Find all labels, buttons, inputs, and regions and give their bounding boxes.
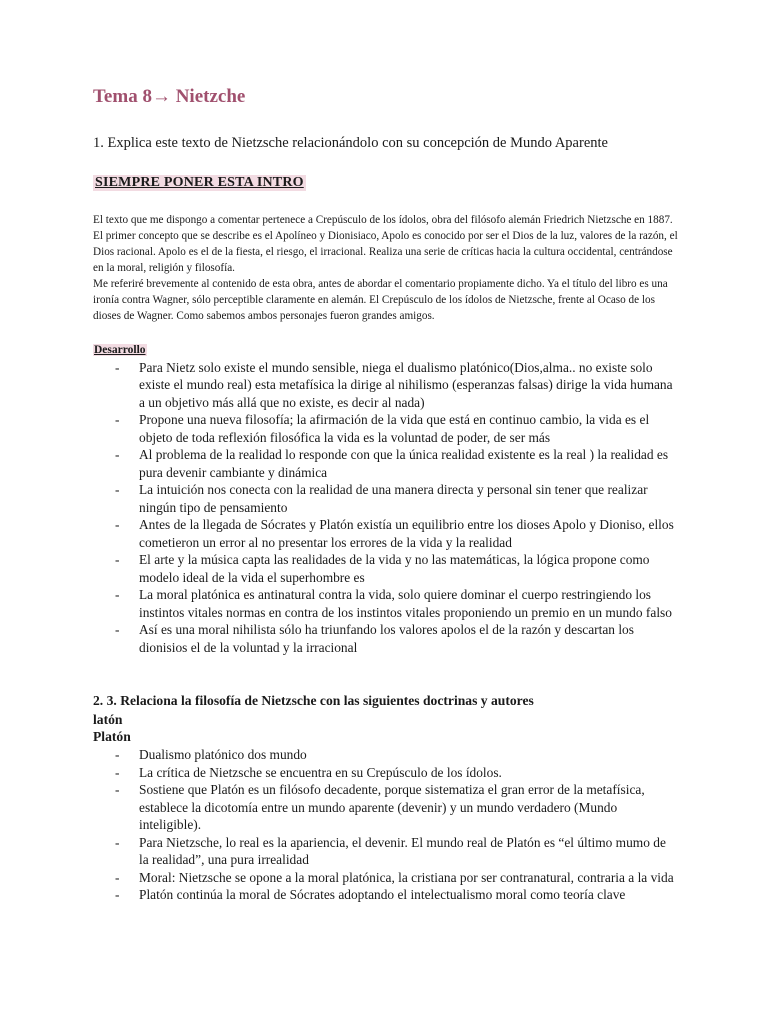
intro-text-2: Me referiré brevemente al contenido de esta obra, antes de abordar el comentario propiamente dicho. Ya el título del libro es una ironía contra Wagner, sólo perceptible claramente en alemán. El Crepúsculo de los ídolos de Nietzsche, frente al Ocaso de los dioses de Wagner. Como sabemos ambos personajes fueron grandes amigos. bbox=[93, 278, 668, 322]
desarrollo-label: Desarrollo bbox=[94, 344, 146, 356]
intro-paragraph bbox=[93, 212, 678, 324]
list-item: - Antes de la llegada de Sócrates y Platón existía un equilibrio entre los dioses Apolo y Dioniso, ellos cometieron un error al no presentar los errores de la vida y la realidad bbox=[115, 516, 675, 551]
list-item: - Dualismo platónico dos mundo bbox=[115, 746, 675, 763]
list-item: - La moral platónica es antinatural contra la vida, solo quiere dominar el cuerpo restringiendo los instintos vitales normas en contra de los instintos vitales proponiendo un premio en un mundo falso bbox=[115, 586, 675, 621]
list-item: - Sostiene que Platón es un filósofo decadente, porque sistematiza el gran error de la metafísica, establece la dicotomía entre un mundo aparente (devenir) y un mundo verdadero (Mundo inteligible). bbox=[115, 781, 675, 833]
list-item: - Para Nietzsche, lo real es la apariencia, el devenir. El mundo real de Platón es “el último mumo de la realidad”, una pura irrealidad bbox=[115, 834, 675, 869]
question-2: 2. 3. Relaciona la filosofía de Nietzsche con las siguientes doctrinas y autores bbox=[93, 693, 534, 708]
page-title: Tema 8→ Nietzche bbox=[93, 86, 246, 107]
list-item: - Platón continúa la moral de Sócrates adoptando el intelectualismo moral como teoría clave bbox=[115, 886, 675, 903]
list-item: - La crítica de Nietzsche se encuentra en su Crepúsculo de los ídolos. bbox=[115, 764, 675, 781]
intro-label: SIEMPRE PONER ESTA INTRO bbox=[95, 175, 304, 190]
question-1: 1. Explica este texto de Nietzsche relacionándolo con su concepción de Mundo Aparente bbox=[93, 135, 608, 151]
intro-text: El texto que me dispongo a comentar pertenece a Crepúsculo de los ídolos, obra del filósofo alemán Friedrich Nietzsche en 1887. El primer concepto que se describe es el Apolíneo y Dionisiaco, Apolo es conocido por ser el Dios de la luz, valores de la razón, el Dios racional. Apolo es el de la fiesta, el riesgo, el irracional. Realiza una serie de críticas hacia la cultura occidental, centrándose en la moral, religión y filosofía. bbox=[93, 214, 678, 274]
desarrollo-list bbox=[115, 359, 675, 656]
list-item: - Para Nietz solo existe el mundo sensible, niega el dualismo platónico(Dios,alma.. no existe solo existe el mundo real) esta metafísica la dirige al nihilismo (esperanzas falsas) dirige la vida humana a un objetivo más allá que no existe, es decir al nada) bbox=[115, 359, 675, 411]
subheading-laton: latón bbox=[93, 712, 123, 727]
list-item: - Al problema de la realidad lo responde con que la única realidad existente es la real ) la realidad es pura devenir cambiante y dinámica bbox=[115, 446, 675, 481]
list-item: - Así es una moral nihilista sólo ha triunfando los valores apolos el de la razón y descartan los dionisios el de la voluntad y la irracional bbox=[115, 621, 675, 656]
list-item: - Propone una nueva filosofía; la afirmación de la vida que está en continuo cambio, la vida es el objeto de toda reflexión filosófica la vida es la voluntad de poder, de ser más bbox=[115, 411, 675, 446]
list-item: - Moral: Nietzsche se opone a la moral platónica, la cristiana por ser contranatural, contraria a la vida bbox=[115, 869, 675, 886]
subheading-platon: Platón bbox=[93, 729, 131, 744]
platon-list bbox=[115, 746, 675, 904]
list-item: - El arte y la música capta las realidades de la vida y no las matemáticas, la lógica propone como modelo ideal de la vida el superhombre es bbox=[115, 551, 675, 586]
list-item: - La intuición nos conecta con la realidad de una manera directa y personal sin tener que realizar ningún tipo de pensamiento bbox=[115, 481, 675, 516]
